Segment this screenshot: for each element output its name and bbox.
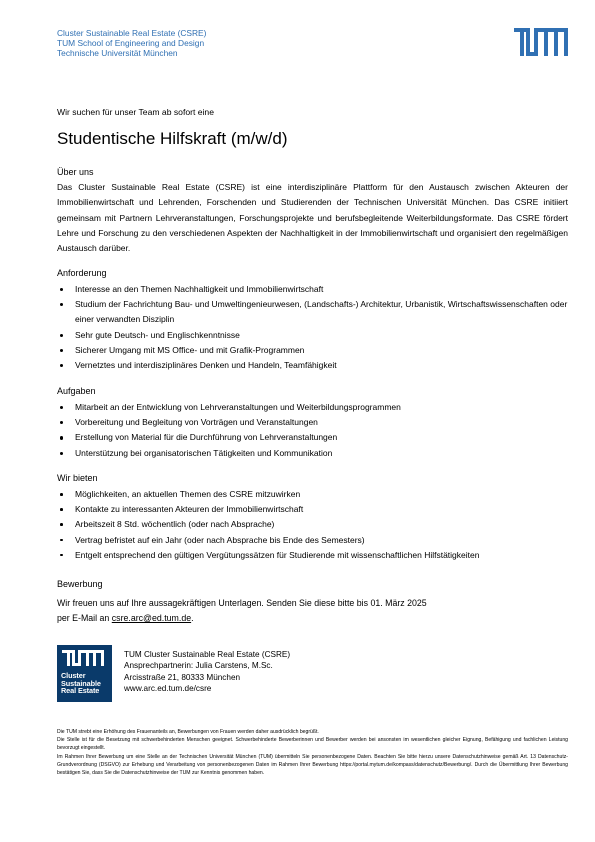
header-cluster-name: Cluster Sustainable Real Estate (CSRE) (57, 28, 207, 38)
header-school-name: TUM School of Engineering and Design (57, 38, 205, 48)
legal-notice (57, 728, 568, 777)
contact-website[interactable]: www.arc.ed.tum.de/csre (124, 683, 212, 693)
list-item: Entgelt entsprechend den gültigen Vergütungssätzen für Studierende mit wissenschaftlichen Hilfstätigkeiten (57, 548, 568, 563)
list-item: Vorbereitung und Begleitung von Vorträgen und Veranstaltungen (57, 415, 568, 430)
header-org-block (57, 28, 206, 58)
application-text (57, 596, 427, 627)
offer-list (57, 487, 568, 563)
email-suffix: . (191, 613, 194, 624)
tasks-list (57, 400, 568, 461)
application-heading: Bewerbung (57, 579, 103, 589)
legal-line: Die Stelle ist für die Besetzung mit schwerbehinderten Menschen geeignet. Schwerbehinderte Bewerberinnen und Bewerber werden bei ansonsten im wesentlichen gleicher Eignung, Befähigung und fachlichen Leistung bevorzugt eingestellt. (57, 737, 568, 752)
list-item: Vertrag befristet auf ein Jahr (oder nach Absprache bis Ende des Semesters) (57, 533, 568, 548)
tum-logo-icon (57, 645, 112, 671)
requirements-heading: Anforderung (57, 268, 107, 278)
list-item: Mitarbeit an der Entwicklung von Lehrveranstaltungen und Weiterbildungsprogrammen (57, 400, 568, 415)
about-heading: Über uns (57, 167, 94, 177)
legal-line: Die TUM strebt eine Erhöhung des Frauenanteils an, Bewerbungen von Frauen werden daher ausdrücklich begrüßt. (57, 729, 319, 735)
offer-heading: Wir bieten (57, 473, 98, 483)
email-prefix: per E-Mail an (57, 613, 112, 624)
email-link[interactable]: csre.arc@ed.tum.de (111, 613, 192, 624)
list-item: Sicherer Umgang mit MS Office- und mit Grafik-Programmen (57, 343, 568, 358)
contact-org: TUM Cluster Sustainable Real Estate (CSRE) (124, 650, 291, 659)
legal-line: Im Rahmen Ihrer Bewerbung um eine Stelle an der Technischen Universität München (TUM) übermitteln Sie personenbezogene Daten. Beachten Sie bitte hierzu unsere Datenschutzhinweise gemäß Art. 13 Datenschutz-Grundverordnung (DSGVO) zur Erhebung und Verarbeitung von personenbezogenen Daten im Rahmen Ihrer Bewerbung https://portal.mytum.de/kompass/datenschutz/Bewerbung/. Durch die Übermittlung Ihrer Bewerbung bestätigen Sie, dass Sie die Datenschutzhinweise der TUM zur Kenntnis genommen haben. (57, 753, 568, 777)
list-item: Erstellung von Material für die Durchführung von Lehrveranstaltungen (57, 430, 568, 445)
contact-address: Arcisstraße 21, 80333 München (124, 672, 241, 682)
tum-logo-icon (514, 28, 568, 58)
list-item: Sehr gute Deutsch- und Englischkenntnisse (57, 328, 568, 343)
logo-label: Cluster Sustainable Real Estate (61, 671, 101, 696)
requirements-list (57, 282, 568, 373)
intro-text: Wir suchen für unser Team ab sofort eine (57, 107, 214, 117)
list-item: Studium der Fachrichtung Bau- und Umweltingenieurwesen, (Landschafts-) Architektur, Urbanistik, Wirtschaftswissenschaften oder einer verwandten Disziplin (57, 297, 568, 327)
application-line: Wir freuen uns auf Ihre aussagekräftigen Unterlagen. Senden Sie diese bitte bis 01. März 2025 (57, 598, 427, 608)
list-item: Vernetztes und interdisziplinäres Denken und Handeln, Teamfähigkeit (57, 358, 568, 373)
application-email-line (57, 611, 427, 626)
header-university-name: Technische Universität München (57, 48, 178, 58)
contact-person: Ansprechpartnerin: Julia Carstens, M.Sc. (124, 661, 273, 671)
tasks-heading: Aufgaben (57, 386, 96, 396)
list-item: Kontakte zu interessanten Akteuren der Immobilienwirtschaft (57, 502, 568, 517)
about-text: Das Cluster Sustainable Real Estate (CSRE) ist eine interdisziplinäre Plattform für den Austausch zwischen Akteuren der Immobilienwirtschaft und Lehrenden, Forschenden und Studierenden der Technischen Universität München. Das CSRE initiiert gemeinsam mit Partnern Lehrveranstaltungen, Forschungsprojekte und berufsbegleitende Weiterbildungsformate. Das CSRE fördert Lehre und Forschung zu den verschiedenen Aspekten der Nachhaltigkeit in der Immobilienwirtschaft und organisiert den regelmäßigen Austausch darüber. (57, 182, 568, 254)
list-item: Arbeitszeit 8 Std. wöchentlich (oder nach Absprache) (57, 517, 568, 532)
list-item: Möglichkeiten, an aktuellen Themen des CSRE mitzuwirken (57, 487, 568, 502)
list-item: Unterstützung bei organisatorischen Tätigkeiten und Kommunikation (57, 446, 568, 461)
csre-logo (57, 645, 112, 702)
job-title: Studentische Hilfskraft (m/w/d) (57, 129, 288, 148)
list-item: Interesse an den Themen Nachhaltigkeit und Immobilienwirtschaft (57, 282, 568, 297)
contact-block (124, 649, 290, 694)
